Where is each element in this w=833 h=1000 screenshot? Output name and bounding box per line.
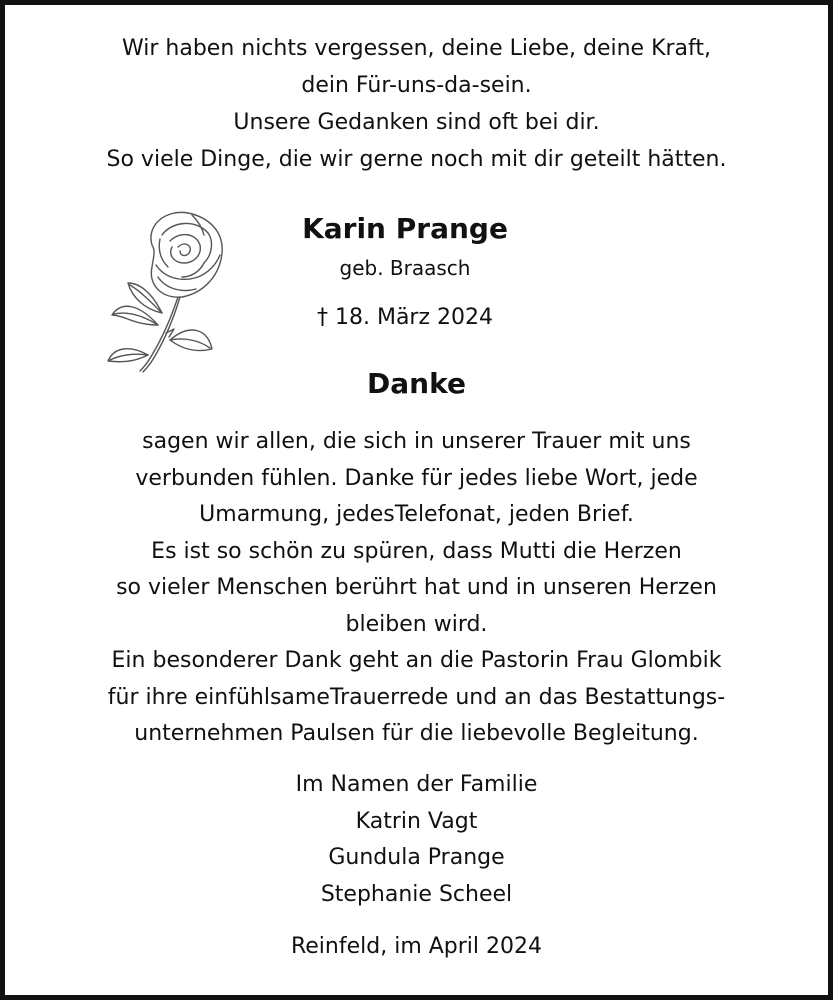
signature-intro: Im Namen der Familie: [295, 772, 538, 797]
thanks-line: bleiben wird.: [345, 611, 488, 637]
thanks-line: sagen wir allen, die sich in unserer Trauer mit uns: [142, 429, 691, 454]
thanks-line: unternehmen Paulsen für die liebevolle Begleitung.: [134, 721, 699, 746]
thanks-heading: Danke: [367, 367, 466, 400]
signature-name: Stephanie Scheel: [320, 881, 513, 907]
place-date: Reinfeld, im April 2024: [290, 934, 543, 959]
thanks-line: Ein besonderer Dank geht an die Pastorin Frau Glombik: [111, 648, 722, 673]
thanks-line: Umarmung, jedesTelefonat, jeden Brief.: [199, 502, 634, 527]
thanks-text: [0, 424, 833, 753]
signature-name: Gundula Prange: [328, 845, 505, 870]
deceased-name: Karin Prange: [302, 212, 508, 245]
thanks-line: so vieler Menschen berührt hat und in unseren Herzen: [116, 575, 717, 600]
thanks-line: verbunden fühlen. Danke für jedes liebe Wort, jede: [135, 465, 698, 491]
poem: [0, 30, 833, 178]
thanks-line: für ihre einfühlsameTrauerrede und an das Bestattungs-: [107, 684, 726, 710]
poem-line: Wir haben nichts vergessen, deine Liebe, deine Kraft,: [121, 36, 712, 61]
poem-line: Unsere Gedanken sind oft bei dir.: [233, 110, 600, 135]
thanks-line: Es ist so schön zu spüren, dass Mutti die Herzen: [151, 538, 682, 564]
poem-line: So viele Dinge, die wir gerne noch mit dir geteilt hätten.: [106, 147, 727, 172]
maiden-name: geb. Braasch: [339, 256, 471, 280]
signature-name: Katrin Vagt: [355, 808, 478, 834]
poem-line: dein Für-uns-da-sein.: [301, 73, 532, 98]
signature-block: [0, 767, 833, 913]
death-date: † 18. März 2024: [316, 305, 493, 330]
